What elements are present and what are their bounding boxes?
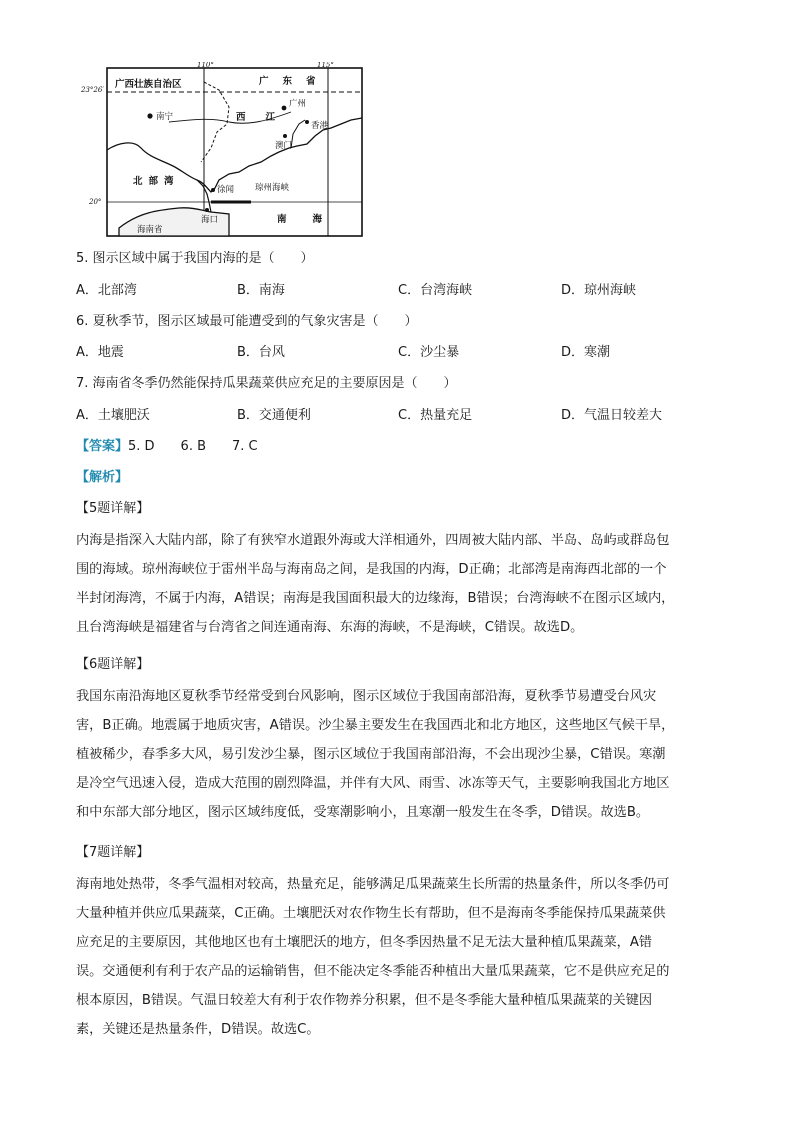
q5-option-c: C．台湾海峡 [398, 283, 473, 298]
detail-6-line: 是冷空气迅速入侵，造成大范围的剧烈降温，并伴有大风、雨雪、冰冻等天气，主要影响我国北方地区 [76, 776, 670, 791]
guangxi-label: 广西壮族自治区 [115, 79, 182, 90]
detail-6-line: 植被稀少，春季多大风，易引发沙尘暴，图示区域位于我国南部沿海，不会出现沙尘暴，C错误。寒潮 [76, 747, 666, 762]
lon-label-110: 110° [197, 62, 214, 69]
q5-option-d: D．琼州海峡 [561, 283, 637, 298]
q5-option-b: B．南海 [237, 283, 285, 298]
question-7-options [76, 406, 716, 426]
answer-line [76, 437, 716, 457]
detail-5-line: 围的海域。琼州海峡位于雷州半岛与海南岛之间，是我国的内海，D正确；北部湾是南海西北部的一个 [76, 562, 667, 577]
xijiang-label: 西江 [236, 112, 296, 123]
question-5-options [76, 281, 716, 301]
guangzhou-label: 广州 [289, 99, 307, 109]
analysis-label: 【解析】 [76, 470, 129, 485]
detail-5-line: 半封闭海湾，不属于内海，A错误；南海是我国面积最大的边缘海，B错误；台湾海峡不在图示区域内， [76, 591, 675, 606]
nanhai-label: 南海 [277, 214, 349, 225]
detail-7-line: 素，关键还是热量条件，D错误。故选C。 [76, 1022, 320, 1037]
xianggang-label: 香港 [311, 121, 329, 131]
detail-5-body [76, 526, 716, 642]
detail-6-line: 和中东部大部分地区，图示区域纬度低，受寒潮影响小，且寒潮一般发生在冬季，D错误。故选B。 [76, 805, 650, 820]
haikou-city-dot [205, 208, 209, 212]
nanning-label: 南宁 [156, 112, 174, 122]
lat-label-tropic: 23°26′ [81, 86, 104, 94]
xianggang-city-dot [305, 120, 309, 124]
aomen-city-dot [283, 134, 287, 138]
q6-option-c: C．沙尘暴 [398, 345, 460, 360]
question-7-stem: 7. 海南省冬季仍然能保持瓜果蔬菜供应充足的主要原因是（ ） [76, 376, 457, 391]
detail-5-line: 内海是指深入大陆内部，除了有狭窄水道跟外海或大洋相通外，四周被大陆内部、半岛、岛屿或群岛包 [76, 533, 670, 548]
question-6-options [76, 343, 716, 363]
q6-option-a: A．地震 [76, 345, 124, 360]
detail-5-title: 【5题详解】 [76, 501, 150, 516]
q7-option-b: B．交通便利 [237, 408, 311, 423]
guangdong-label: 广东省 [259, 76, 330, 87]
detail-7-line: 大量种植并供应瓜果蔬菜，C正确。土壤肥沃对农作物生长有帮助，但不是海南冬季能保持瓜果蔬菜供 [76, 906, 666, 921]
detail-6-line: 害，B正确。地震属于地质灾害，A错误。沙尘暴主要发生在我国西北和北方地区，这些地区气候干旱， [76, 718, 675, 733]
question-6-stem: 6. 夏秋季节，图示区域最可能遭受到的气象灾害是（ ） [76, 314, 418, 329]
haikou-label: 海口 [201, 215, 219, 225]
detail-7-body [76, 870, 716, 1044]
nanning-city-dot [147, 113, 152, 118]
q6-option-b: B．台风 [237, 345, 285, 360]
xuwen-city-dot [211, 188, 215, 192]
detail-7-line: 误。交通便利有利于农产品的运输销售，但不能决定冬季能否种植出大量瓜果蔬菜，它不是供应充足的 [76, 964, 670, 979]
guangzhou-city-dot [282, 106, 287, 111]
detail-6-body [76, 682, 716, 827]
aomen-label: 澳门 [275, 141, 293, 151]
question-5-stem: 5. 图示区域中属于我国内海的是（ ） [76, 251, 314, 266]
region-map [79, 62, 371, 240]
q5-option-a: A．北部湾 [76, 283, 137, 298]
q7-option-a: A．土壤肥沃 [76, 408, 150, 423]
analysis-line [76, 468, 716, 488]
q7-option-d: D．气温日较差大 [561, 408, 663, 423]
q6-option-d: D．寒潮 [561, 345, 611, 360]
answer-text: 5. D 6. B 7. C [128, 439, 258, 454]
qiongzhou-strait-label: 琼州海峡 [255, 183, 290, 193]
answer-label: 【答案】 [76, 439, 129, 454]
q7-option-c: C．热量充足 [398, 408, 473, 423]
detail-5-line: 且台湾海峡是福建省与台湾省之间连通南海、东海的海峡，不是海峡，C错误。故选D。 [76, 620, 584, 635]
detail-7-line: 应充足的主要原因，其他地区也有土壤肥沃的地方，但冬季因热量不足无法大量种植瓜果蔬菜，A错 [76, 935, 653, 950]
beibuwan-label: 北部湾 [133, 176, 180, 187]
detail-6-line: 我国东南沿海地区夏秋季节经常受到台风影响，图示区域位于我国南部沿海，夏秋季节易遭受台风灾 [76, 689, 657, 704]
detail-7-title: 【7题详解】 [76, 845, 150, 860]
lat-label-20: 20° [89, 198, 102, 206]
detail-7-line: 海南地处热带，冬季气温相对较高，热量充足，能够满足瓜果蔬菜生长所需的热量条件，所以冬季仍可 [76, 877, 670, 892]
xuwen-label: 徐闻 [217, 185, 235, 195]
detail-7-line: 根本原因，B错误。气温日较差大有利于农作物养分积累，但不是冬季能大量种植瓜果蔬菜的关键因 [76, 993, 653, 1008]
detail-6-title: 【6题详解】 [76, 657, 150, 672]
hainan-label: 海南省 [137, 225, 163, 235]
lon-label-115: 115° [317, 62, 334, 69]
